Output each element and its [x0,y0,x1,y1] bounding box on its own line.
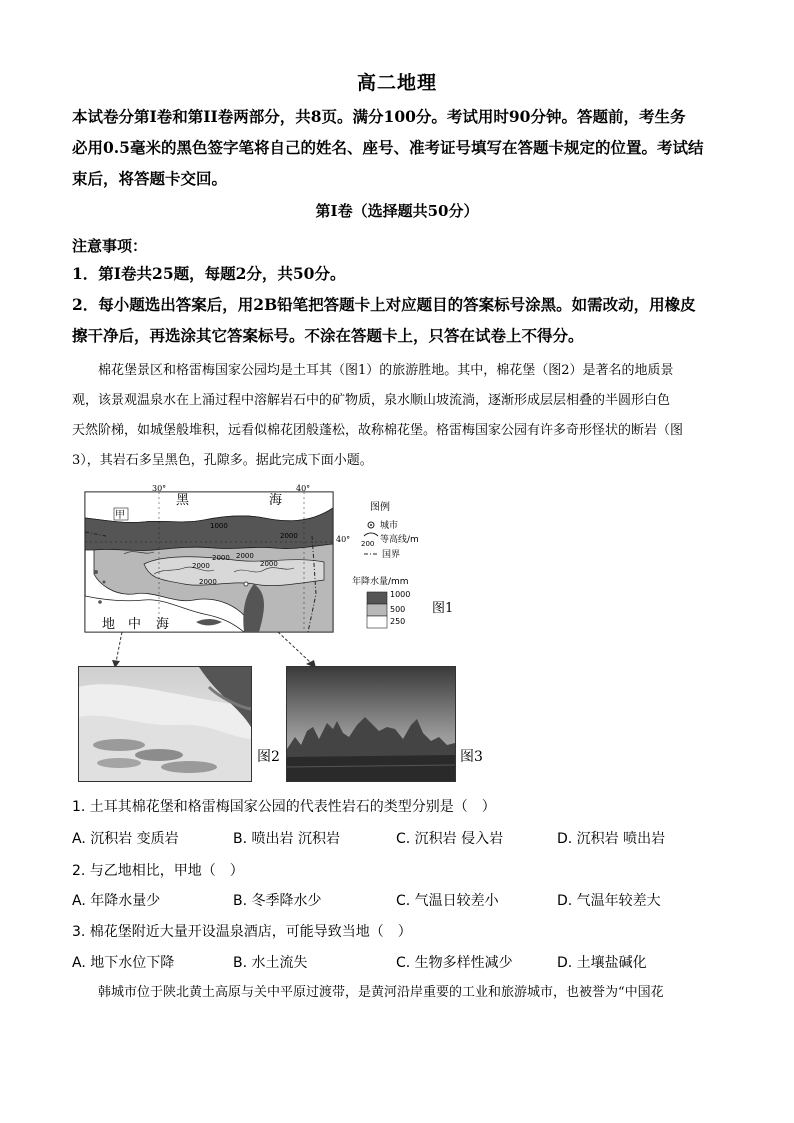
legend-city: 城市 [380,521,399,531]
black-sea-label-1: 黑 [176,493,190,508]
question-3-stem: 3. 棉花堡附近大量开设温泉酒店，可能导致当地（ ） [72,924,412,940]
contour-label: 2000 [192,562,210,570]
question-2-option-c[interactable]: C. 气温日较差小 [396,893,499,909]
med-sea-label-2: 中 [128,617,142,632]
fig2-label: 图2 [257,749,280,765]
legend-border: 国界 [382,550,401,560]
passage-line: 天然阶梯，如城堡般堆积，远看似棉花团般蓬松，故称棉花堡。格雷梅国家公园有许多奇形怪状的断岩（图 [72,423,684,438]
section-title: 第I卷（选择题共50分） [315,202,479,220]
question-1-stem: 1. 土耳其棉花堡和格雷梅国家公园的代表性岩石的类型分别是（ ） [72,799,496,815]
fig1-label: 图1 [432,601,454,616]
instructions-line: 必用0.5毫米的黑色签字笔将自己的姓名、座号、准考证号填写在答题卡规定的位置。考试结 [72,138,704,157]
contour-label: 2000 [212,554,230,562]
contour-label: 2000 [199,578,217,586]
rules [72,258,724,351]
instructions-line: 束后，将答题卡交回。 [72,169,228,188]
pamukkale-photo [78,666,252,782]
legend-contour: 等高线/m [380,535,419,545]
rule-2-line: 2．每小题选出答案后，用2B铅笔把答题卡上对应题目的答案标号涂黑。如需改动，用橡皮 [72,295,696,314]
passage-line: 观，该景观温泉水在上涌过程中溶解岩石中的矿物质，泉水顺山坡流淌，逐渐形成层层相叠的半圆形白色 [72,393,671,408]
question-2-stem: 2. 与乙地相比，甲地（ ） [72,863,244,879]
question-1-option-a[interactable]: A. 沉积岩 变质岩 [72,831,179,847]
legend-contour-value: 200 [361,540,375,548]
lat-40-label: 40° [336,535,351,544]
question-1-option-c[interactable]: C. 沉积岩 侵入岩 [396,831,504,847]
contour-label: 1000 [210,522,228,530]
legend-precip-500: 500 [390,605,406,614]
fig3-label: 图3 [460,749,483,765]
question-2-option-a[interactable]: A. 年降水量少 [72,893,161,909]
question-1-option-d[interactable]: D. 沉积岩 喷出岩 [557,831,666,847]
lon-40-label: 40° [296,484,311,493]
question-1-option-b[interactable]: B. 喷出岩 沉积岩 [233,831,340,847]
instructions-line: 本试卷分第I卷和第II卷两部分，共8页。满分100分。考试用时90分钟。答题前，考生务 [72,107,686,126]
legend-title: 图例 [370,502,390,513]
question-3-option-c[interactable]: C. 生物多样性减少 [396,955,513,971]
legend-precip-title: 年降水量/mm [352,577,409,587]
legend-precip-1000: 1000 [390,590,411,599]
contour-label: 2000 [280,532,298,540]
rule-1: 1．第I卷共25题，每题2分，共50分。 [72,264,346,283]
map-legend [352,500,419,628]
med-sea-label-3: 海 [156,617,170,632]
question-2-option-d[interactable]: D. 气温年较差大 [557,893,661,909]
passage-line: 3），其岩石多呈黑色，孔隙多。据此完成下面小题。 [72,453,373,468]
goreme-photo [286,666,456,782]
med-sea-label-1: 地 [102,617,116,632]
notice-heading: 注意事项： [72,237,148,255]
contour-label: 2000 [260,560,278,568]
page-title: 高二地理 [356,72,437,94]
turkey-map-figure [84,484,484,640]
lon-30-label: 30° [152,484,167,493]
contour-label: 2000 [236,552,254,560]
question-3-option-d[interactable]: D. 土壤盐碱化 [557,955,647,971]
passage-2 [72,978,724,1008]
question-3-option-a[interactable]: A. 地下水位下降 [72,955,175,971]
rule-2-line: 擦干净后，再选涂其它答案标号。不涂在答题卡上，只答在试卷上不得分。 [72,326,584,345]
figure-pointer-arrows [100,630,340,670]
passage-1 [72,356,724,476]
legend-precip-250: 250 [390,617,406,626]
passage-line: 棉花堡景区和格雷梅国家公园均是土耳其（图1）的旅游胜地。其中，棉花堡（图2）是著名的地质景 [98,363,674,378]
question-2-option-b[interactable]: B. 冬季降水少 [233,893,322,909]
place-jia-label: 甲 [115,510,125,521]
passage-line: 韩城市位于陕北黄土高原与关中平原过渡带，是黄河沿岸重要的工业和旅游城市，也被誉为“中国花 [98,985,664,1000]
instructions [72,101,724,194]
question-3-option-b[interactable]: B. 水土流失 [233,955,308,971]
black-sea-label-2: 海 [269,493,283,508]
